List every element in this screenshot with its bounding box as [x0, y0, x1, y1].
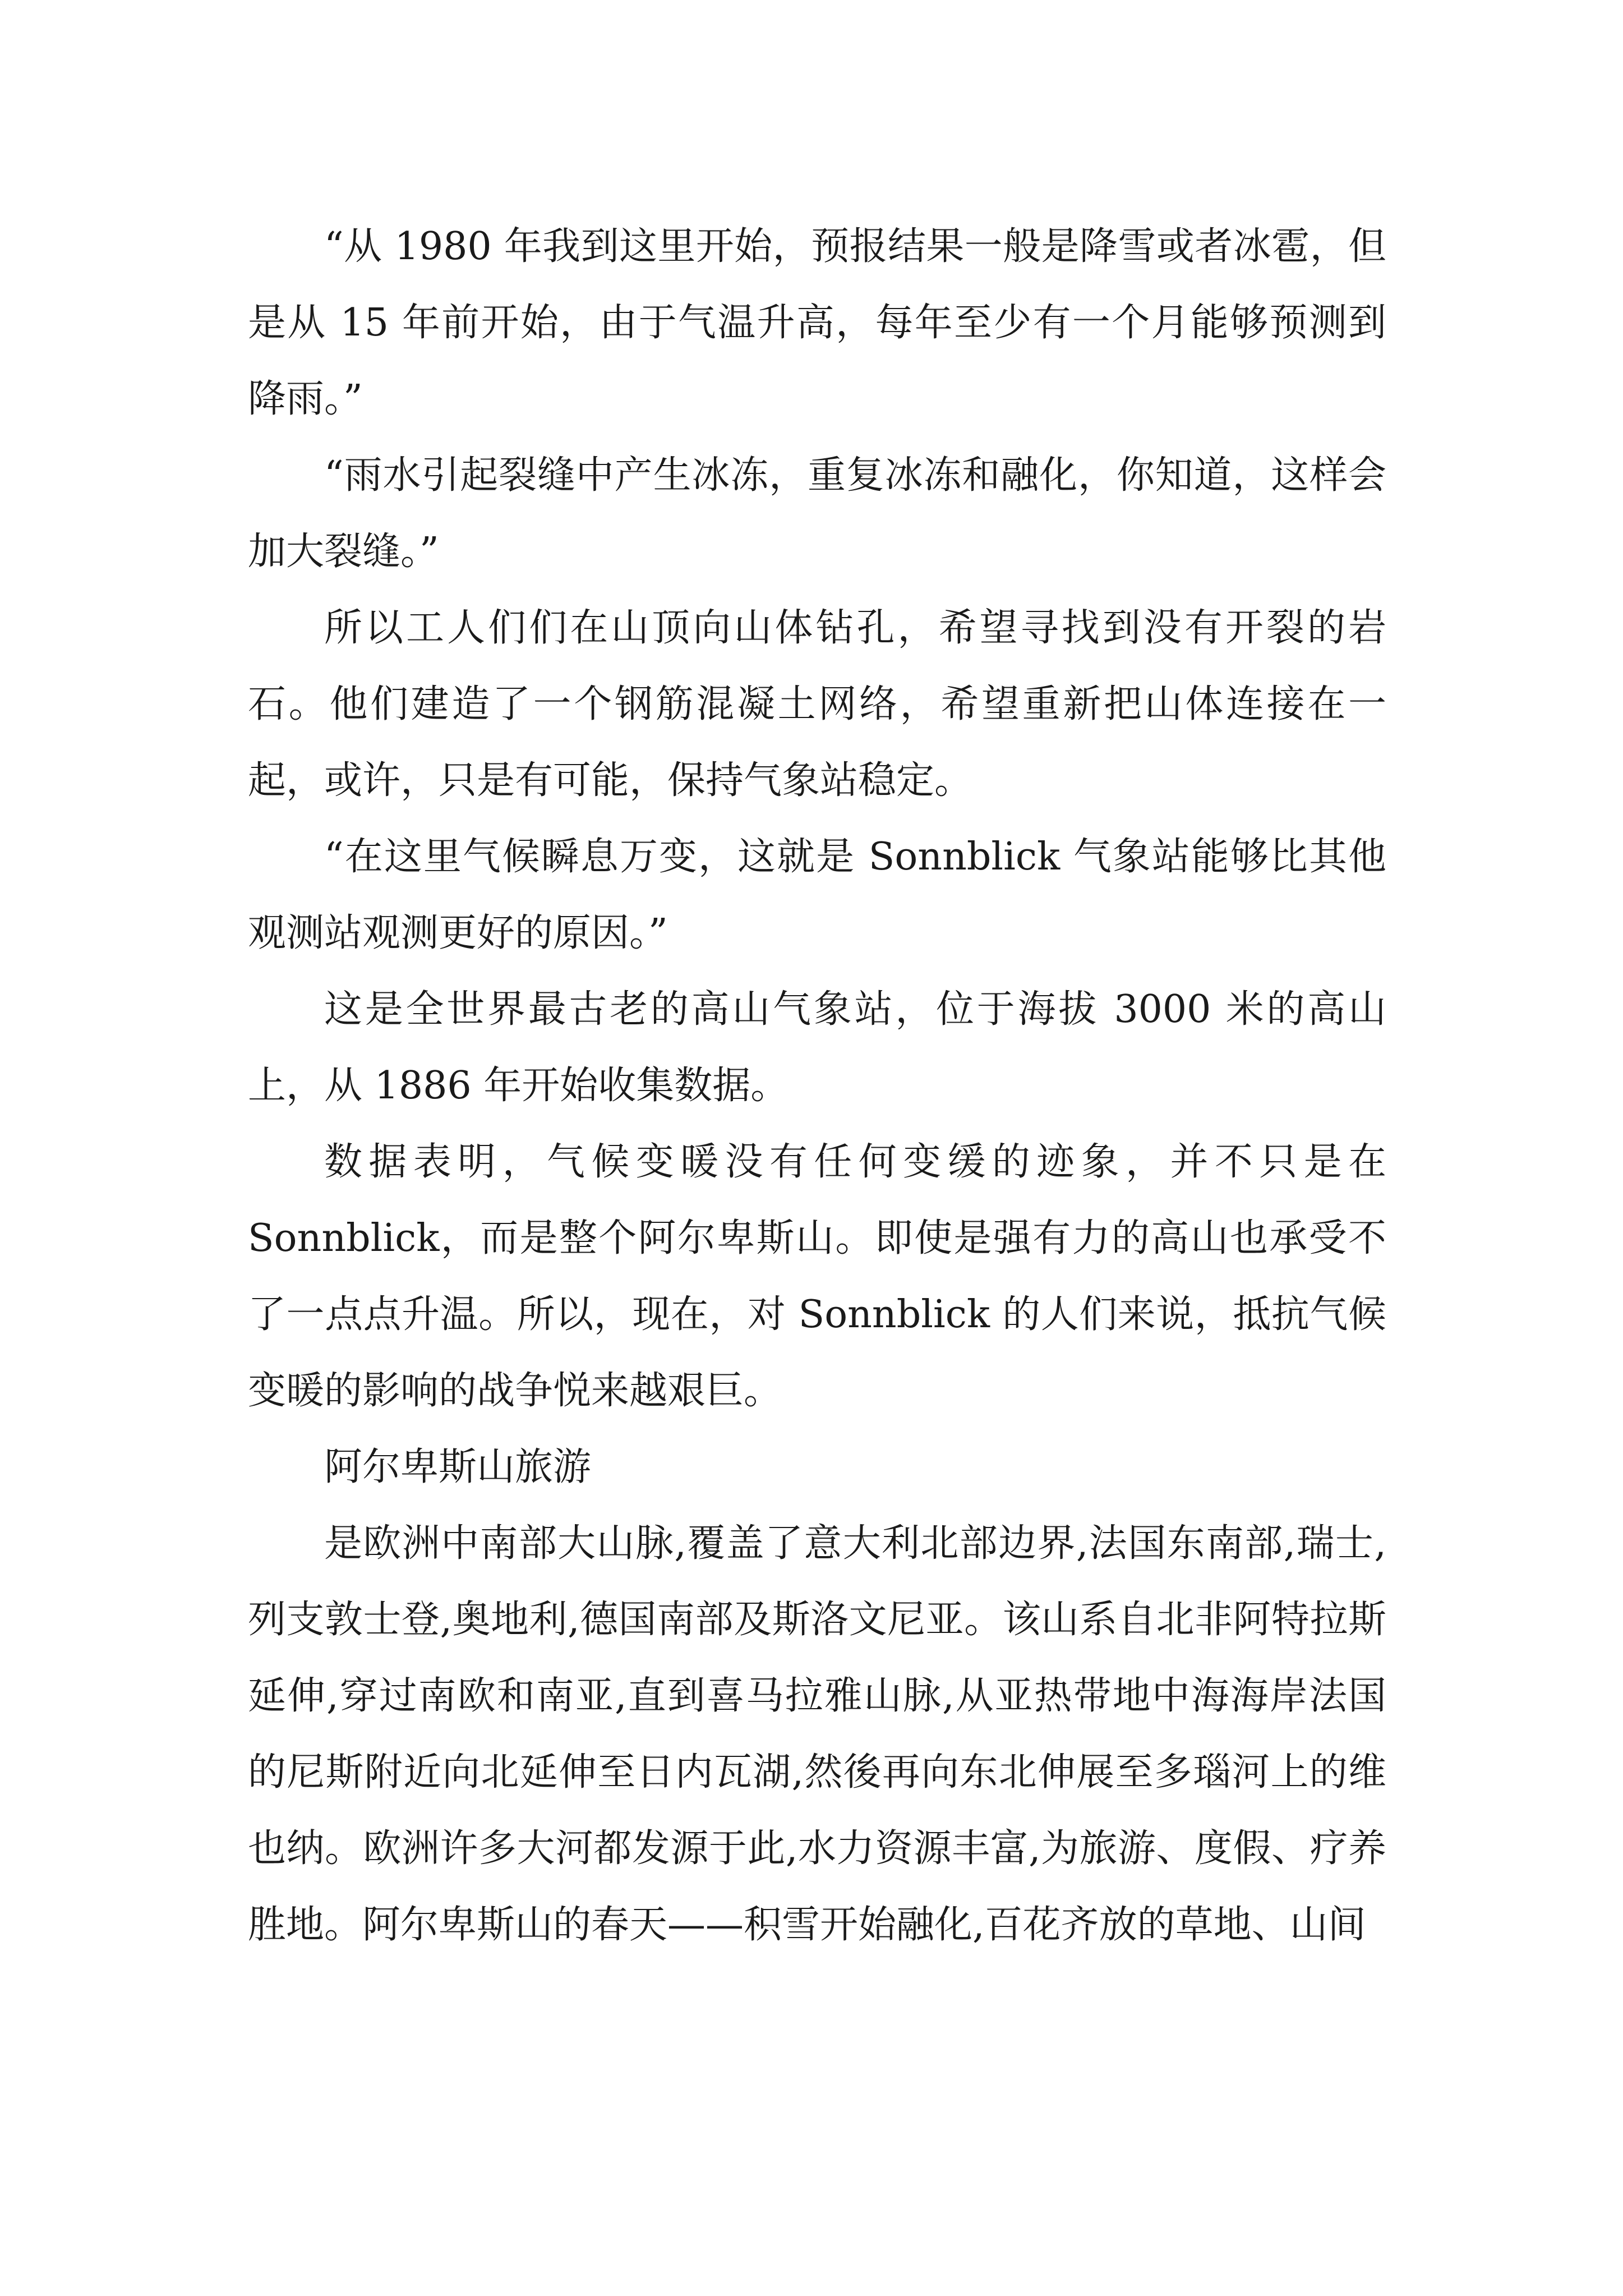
paragraph-alps-overview: 是欧洲中南部大山脉,覆盖了意大利北部边界,法国东南部,瑞士,列支敦士登,奥地利,德国南部及斯洛文尼亚。该山系自北非阿特拉斯延伸,穿过南欧和南亚,直到喜马拉雅山脉,从亚热带地中海海岸法国的尼斯附近向北延伸至日内瓦湖,然後再向东北伸展至多瑙河上的维也纳。欧洲许多大河都发源于此,水力资源丰富,为旅游、度假、疗养胜地。阿尔卑斯山的春天——积雪开始融化,百花齐放的草地、山间: [248, 1521, 1386, 1947]
paragraph-drilling: 所以工人们们在山顶向山体钻孔，希望寻找到没有开裂的岩石。他们建造了一个钢筋混凝土网络，希望重新把山体连接在一起，或许，只是有可能，保持气象站稳定。: [248, 606, 1386, 803]
paragraph-quote-snowfall: “从 1980 年我到这里开始，预报结果一般是降雪或者冰雹，但是从 15 年前开始，由于气温升高，每年至少有一个月能够预测到降雨。”: [248, 224, 1386, 421]
paragraph-oldest-station: 这是全世界最古老的高山气象站，位于海拔 3000 米的高山上，从 1886 年开始收集数据。: [248, 987, 1386, 1108]
paragraph-warming-data: 数据表明，气候变暖没有任何变缓的迹象，并不只是在 Sonnblick，而是整个阿尔卑斯山。即使是强有力的高山也承受不了一点点升温。所以，现在，对 Sonnblick 的人们来说，抵抗气候变暖的影响的战争悦来越艰巨。: [248, 1140, 1386, 1413]
section-heading: 阿尔卑斯山旅游: [324, 1445, 592, 1489]
body-text: [248, 209, 1386, 1963]
paragraph-quote-cracks: “雨水引起裂缝中产生冰冻，重复冰冻和融化，你知道，这样会加大裂缝。”: [248, 453, 1386, 574]
paragraph-quote-sonnblick: “在这里气候瞬息万变，这就是 Sonnblick 气象站能够比其他观测站观测更好的原因。”: [248, 835, 1386, 955]
